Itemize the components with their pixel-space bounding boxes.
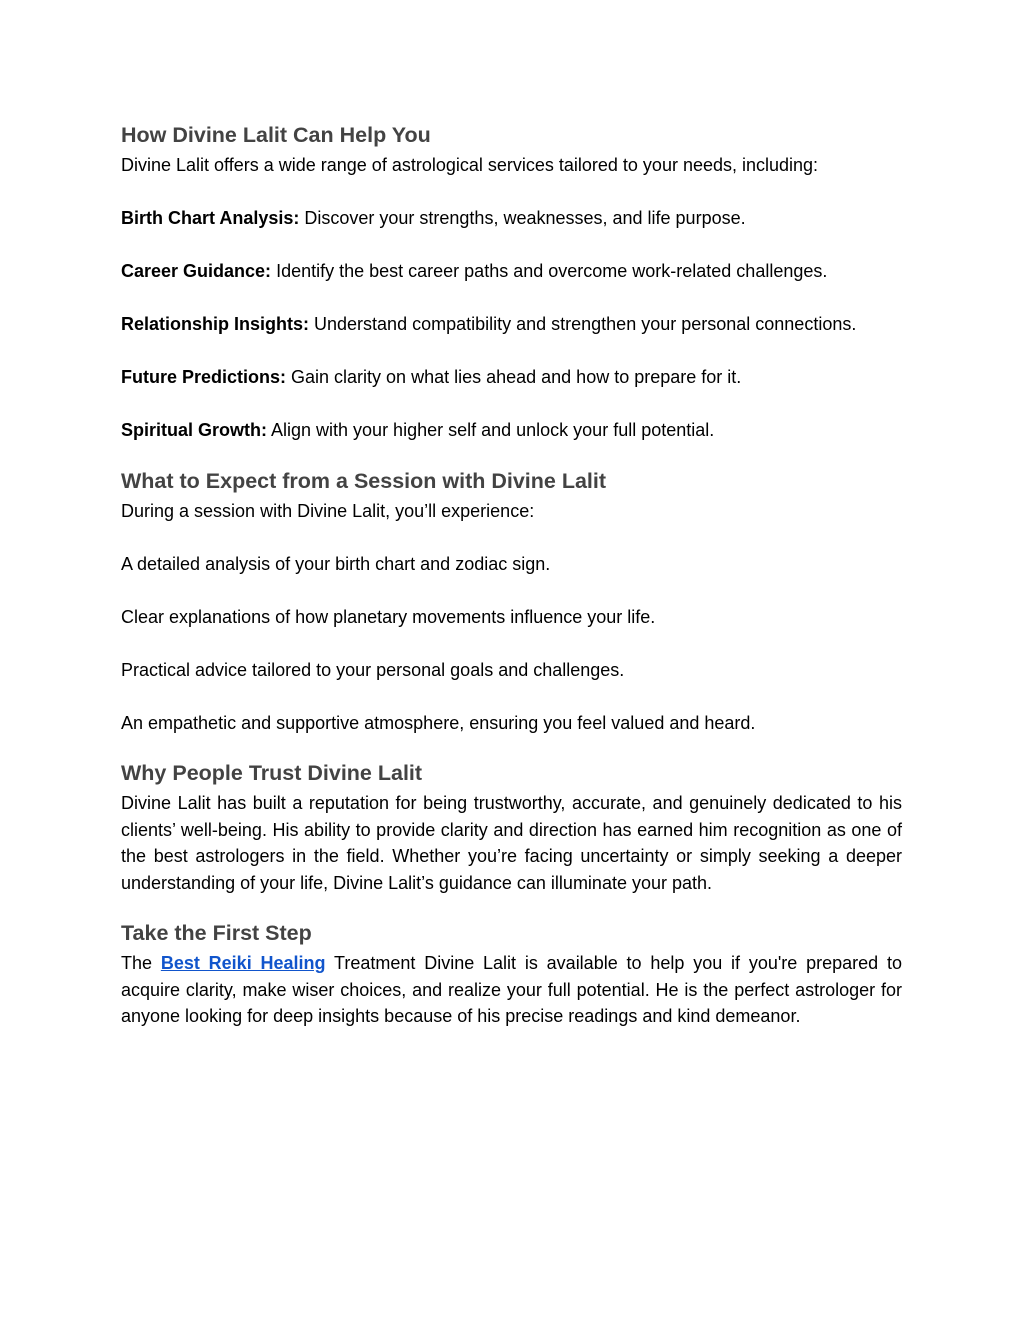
service-text: Identify the best career paths and overcome work-related challenges. — [271, 261, 828, 281]
best-reiki-healing-link[interactable]: Best Reiki Healing — [160, 953, 326, 973]
trust-paragraph: Divine Lalit has built a reputation for being trustworthy, accurate, and genuinely dedicated to his clients’ well-being. His ability to provide clarity and direction has earned him recognition as one of the best astrologers in the field. Whether you’re facing uncertainty or simply seeking a deeper understanding of your life, Divine Lalit’s guidance can illuminate your path. — [121, 793, 902, 893]
heading-how-divine-lalit-can-help: How Divine Lalit Can Help You — [121, 123, 431, 147]
service-label: Birth Chart Analysis: — [121, 208, 300, 228]
service-label: Future Predictions: — [121, 367, 287, 387]
service-text: Align with your higher self and unlock your full potential. — [267, 420, 715, 440]
service-text: Gain clarity on what lies ahead and how to prepare for it. — [286, 367, 742, 387]
first-step-text-before: The — [121, 953, 161, 973]
first-step-paragraph — [121, 950, 902, 1030]
service-label: Career Guidance: — [121, 261, 272, 281]
service-item-career — [121, 258, 902, 285]
expect-intro: During a session with Divine Lalit, you’ll experience: — [121, 500, 535, 521]
service-item-future — [121, 364, 902, 391]
service-item-birth-chart — [121, 205, 902, 232]
service-item-relationship — [121, 311, 902, 338]
heading-why-people-trust: Why People Trust Divine Lalit — [121, 761, 423, 785]
heading-what-to-expect: What to Expect from a Session with Divine Lalit — [121, 468, 607, 493]
expect-item: A detailed analysis of your birth chart and zodiac sign. — [121, 553, 551, 574]
document-body — [121, 118, 902, 1030]
first-step-text-after: Treatment Divine Lalit is available to help you if you're prepared to acquire clarity, make wiser choices, and realize your full potential. He is the perfect astrologer for anyone looking for deep insights because of his precise readings and kind demeanor. — [121, 953, 902, 1026]
heading-take-first-step: Take the First Step — [121, 921, 312, 945]
expect-item: An empathetic and supportive atmosphere, ensuring you feel valued and heard. — [121, 712, 756, 733]
service-text: Discover your strengths, weaknesses, and life purpose. — [299, 208, 746, 228]
service-label: Relationship Insights: — [121, 314, 310, 334]
help-intro: Divine Lalit offers a wide range of astrological services tailored to your needs, including: — [121, 155, 819, 175]
service-label: Spiritual Growth: — [121, 420, 267, 440]
service-text: Understand compatibility and strengthen your personal connections. — [309, 314, 857, 334]
expect-item: Clear explanations of how planetary movements influence your life. — [121, 606, 656, 627]
expect-item: Practical advice tailored to your personal goals and challenges. — [121, 659, 625, 680]
service-item-spiritual — [121, 417, 902, 444]
